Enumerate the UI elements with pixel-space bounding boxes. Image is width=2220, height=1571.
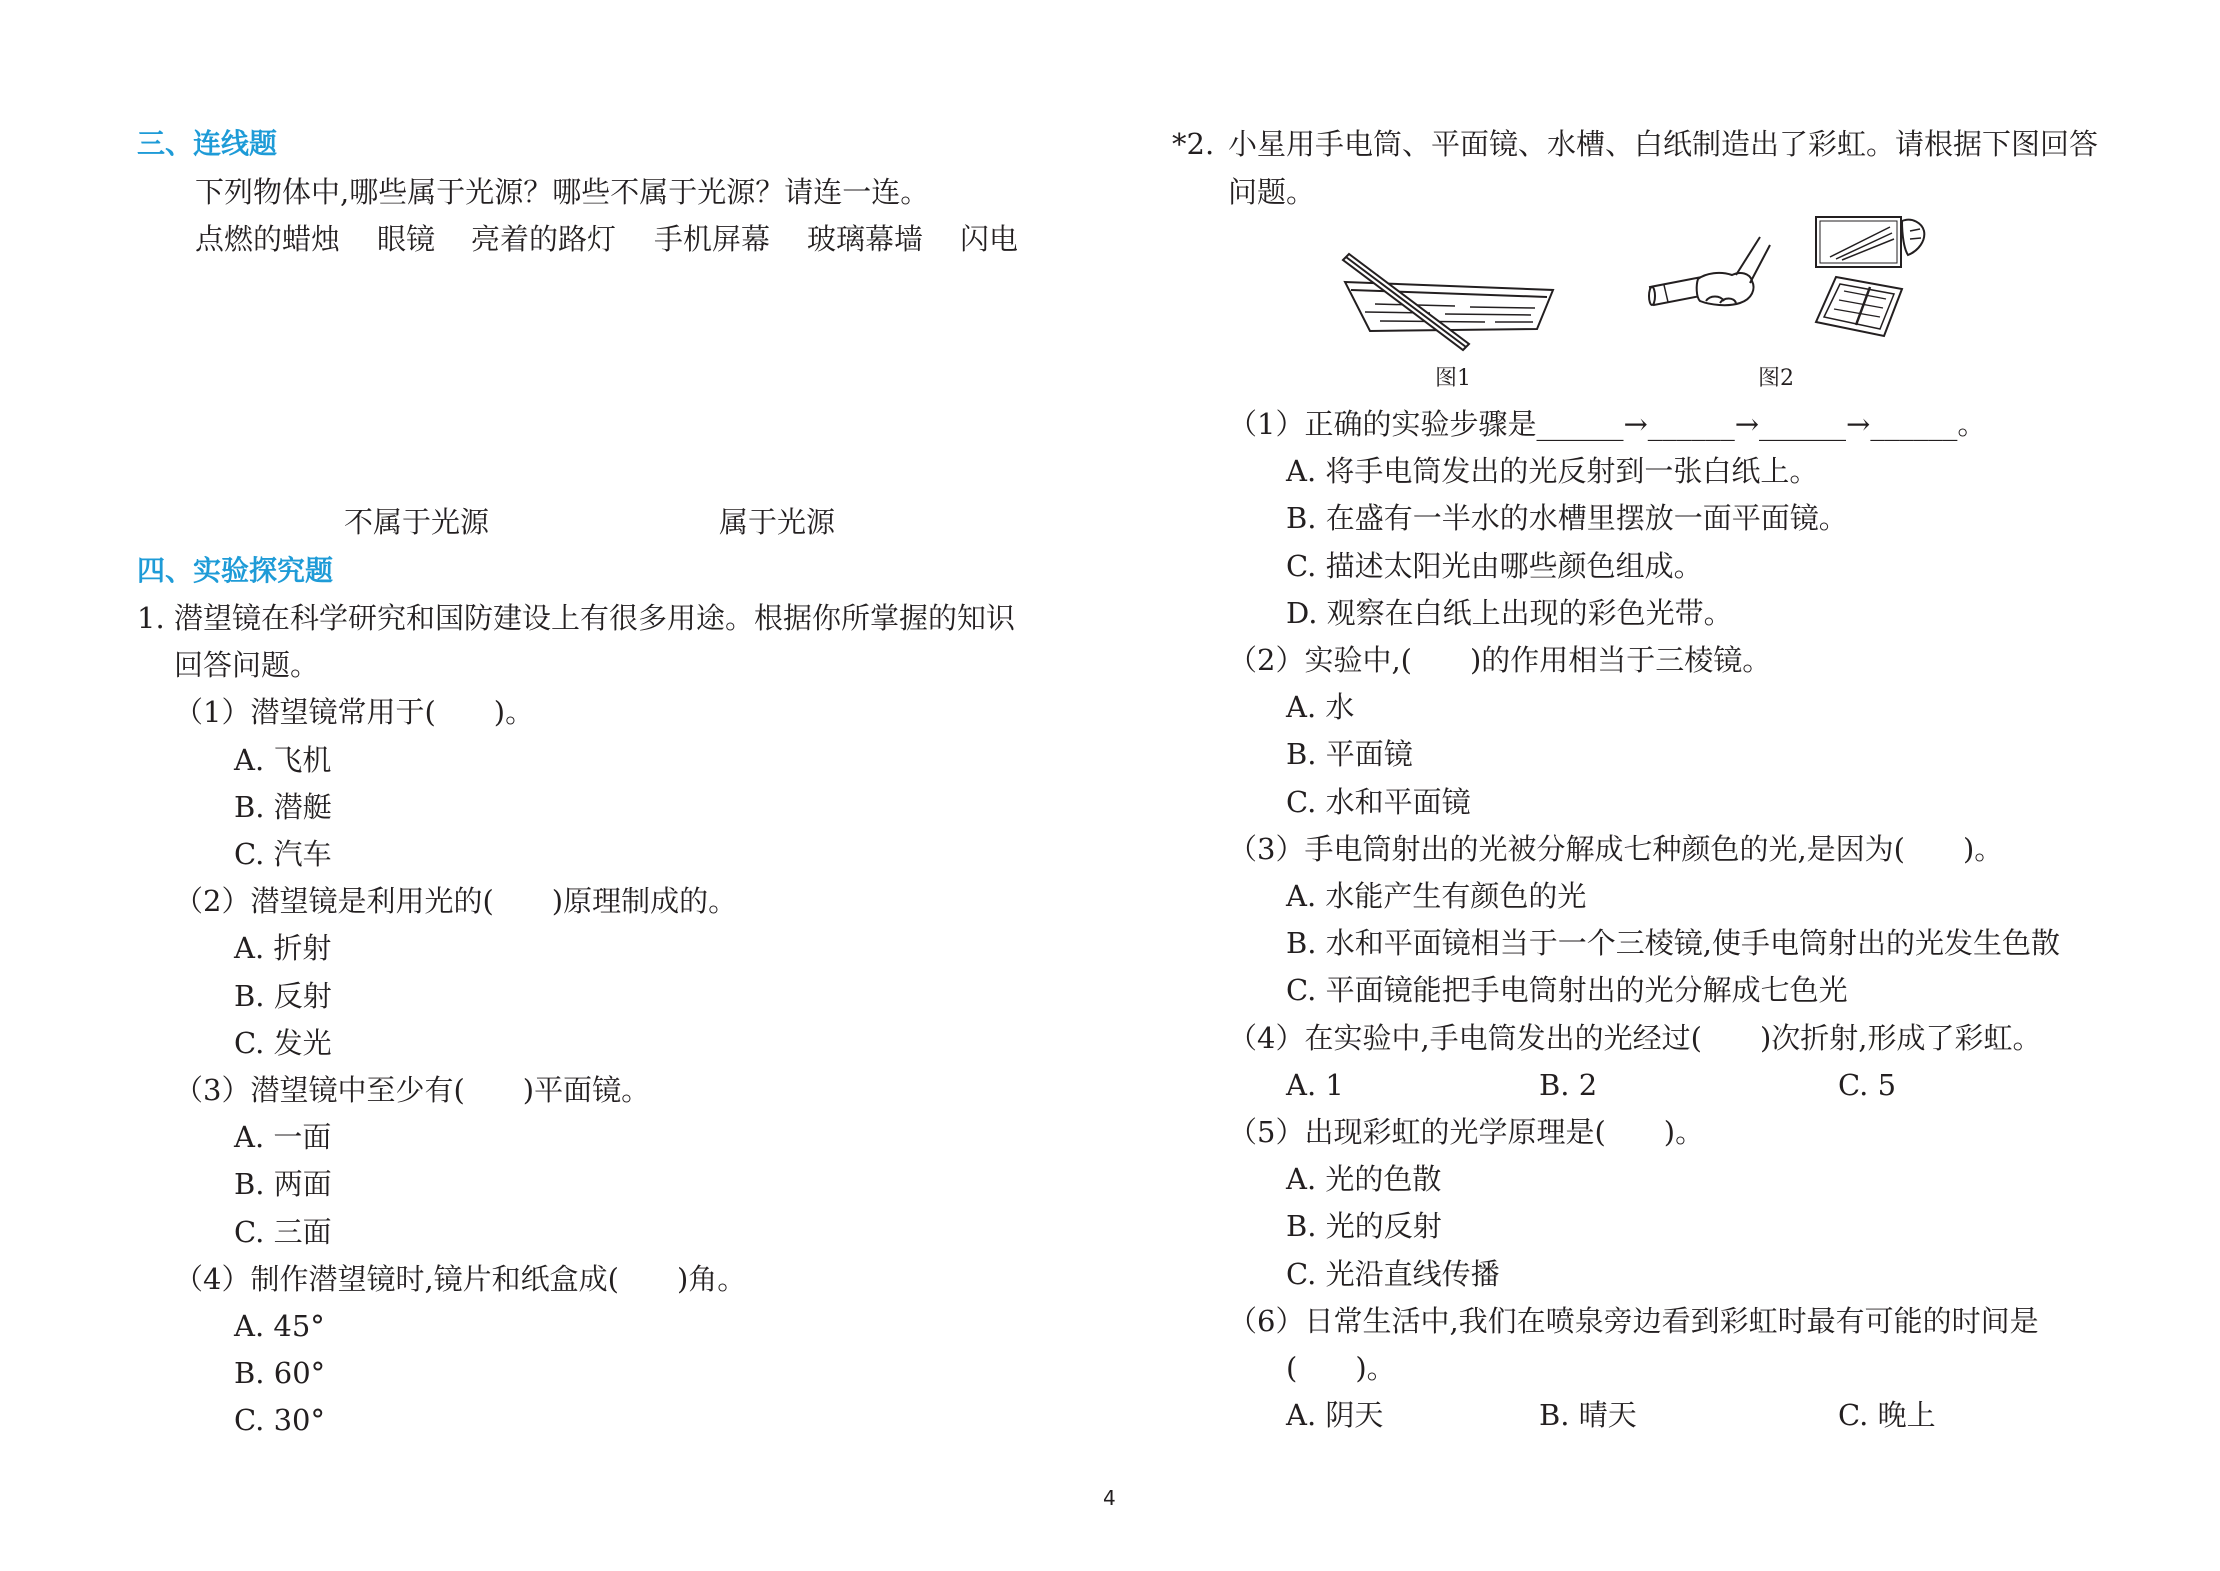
answer-option: A. 一面 <box>234 1120 332 1154</box>
page-number: 4 <box>1103 1486 1116 1510</box>
answer-option: C. 汽车 <box>234 837 332 871</box>
answer-option: A. 45° <box>234 1309 325 1343</box>
answer-option: A. 折射 <box>234 931 332 965</box>
answer-option: B. 60° <box>234 1356 326 1390</box>
matching-object: 亮着的路灯 <box>471 222 617 256</box>
answer-option: C. 30° <box>234 1403 325 1437</box>
answer-option: A. 光的色散 <box>1286 1162 1442 1196</box>
question-stem: 回答问题。 <box>174 648 320 682</box>
sub-question-prompt-continued: ( )。 <box>1286 1351 1396 1385</box>
answer-option: C. 水和平面镜 <box>1286 785 1471 819</box>
matching-category: 不属于光源 <box>344 505 490 539</box>
white-paper <box>1816 217 1924 267</box>
sub-question-prompt: （1）潜望镜常用于( )。 <box>174 695 535 729</box>
figure-2-flashlight-paper-tray <box>1640 205 1940 345</box>
answer-option: C. 平面镜能把手电筒射出的光分解成七色光 <box>1286 973 1848 1007</box>
matching-object: 玻璃幕墙 <box>807 222 924 256</box>
answer-option: B. 光的反射 <box>1286 1209 1442 1243</box>
figure-label: 图2 <box>1758 366 1794 391</box>
sub-question-prompt: （6）日常生活中,我们在喷泉旁边看到彩虹时最有可能的时间是 <box>1228 1304 2039 1338</box>
answer-option: D. 观察在白纸上出现的彩色光带。 <box>1286 596 1733 630</box>
answer-option: B. 水和平面镜相当于一个三棱镜,使手电筒射出的光发生色散 <box>1286 926 2060 960</box>
answer-option: B. 两面 <box>234 1167 332 1201</box>
sub-question-prompt: （2）潜望镜是利用光的( )原理制成的。 <box>174 884 738 918</box>
answer-option: A. 水能产生有颜色的光 <box>1286 879 1587 913</box>
answer-option: C. 发光 <box>234 1026 332 1060</box>
answer-option: B. 2 <box>1539 1068 1598 1102</box>
answer-option: A. 将手电筒发出的光反射到一张白纸上。 <box>1286 454 1819 488</box>
section-heading-experiment: 四、实验探究题 <box>137 554 334 587</box>
answer-option: B. 平面镜 <box>1286 737 1413 771</box>
figure-1-tray-with-mirror <box>1335 250 1565 360</box>
answer-option: A. 飞机 <box>234 743 332 777</box>
water-tray <box>1345 282 1553 331</box>
question-stem: 问题。 <box>1228 175 1316 209</box>
answer-option: A. 阴天 <box>1286 1398 1384 1432</box>
question-stem: 小星用手电筒、平面镜、水槽、白纸制造出了彩虹。请根据下图回答 <box>1228 127 2099 161</box>
answer-option: B. 反射 <box>234 979 332 1013</box>
sub-question-prompt: （3）潜望镜中至少有( )平面镜。 <box>174 1073 651 1107</box>
sub-question-prompt: （4）在实验中,手电筒发出的光经过( )次折射,形成了彩虹。 <box>1228 1021 2042 1055</box>
matching-object: 眼镜 <box>377 222 436 256</box>
answer-option: C. 三面 <box>234 1215 332 1249</box>
answer-option: A. 水 <box>1286 690 1355 724</box>
matching-category: 属于光源 <box>719 505 836 539</box>
section-heading-matching: 三、连线题 <box>137 127 278 160</box>
answer-option: C. 描述太阳光由哪些颜色组成。 <box>1286 549 1703 583</box>
answer-option: B. 晴天 <box>1539 1398 1637 1432</box>
figure-label: 图1 <box>1435 366 1471 391</box>
matching-object: 点燃的蜡烛 <box>195 222 341 256</box>
sub-question-prompt: （5）出现彩虹的光学原理是( )。 <box>1228 1115 1705 1149</box>
answer-option: A. 1 <box>1286 1068 1344 1102</box>
answer-option: C. 5 <box>1838 1068 1897 1102</box>
water-tray-with-mirror <box>1816 277 1902 336</box>
question-number: 1. <box>137 601 165 635</box>
matching-object: 闪电 <box>960 222 1019 256</box>
answer-option: B. 潜艇 <box>234 790 332 824</box>
sub-question-prompt: （2）实验中,( )的作用相当于三棱镜。 <box>1228 643 1772 677</box>
answer-option: C. 晚上 <box>1838 1398 1936 1432</box>
question-number: *2. <box>1172 127 1215 161</box>
sub-question-prompt: （1）正确的实验步骤是______→______→______→______。 <box>1228 407 1987 441</box>
question-stem: 潜望镜在科学研究和国防建设上有很多用途。根据你所掌握的知识 <box>174 601 1016 635</box>
answer-option: B. 在盛有一半水的水槽里摆放一面平面镜。 <box>1286 501 1848 535</box>
matching-object: 手机屏幕 <box>654 222 771 256</box>
sub-question-prompt: （4）制作潜望镜时,镜片和纸盒成( )角。 <box>174 1262 747 1296</box>
answer-option: C. 光沿直线传播 <box>1286 1257 1500 1291</box>
sub-question-prompt: （3）手电筒射出的光被分解成七种颜色的光,是因为( )。 <box>1228 832 2004 866</box>
matching-instruction: 下列物体中,哪些属于光源？哪些不属于光源？请连一连。 <box>195 175 930 209</box>
hand <box>1697 237 1770 305</box>
